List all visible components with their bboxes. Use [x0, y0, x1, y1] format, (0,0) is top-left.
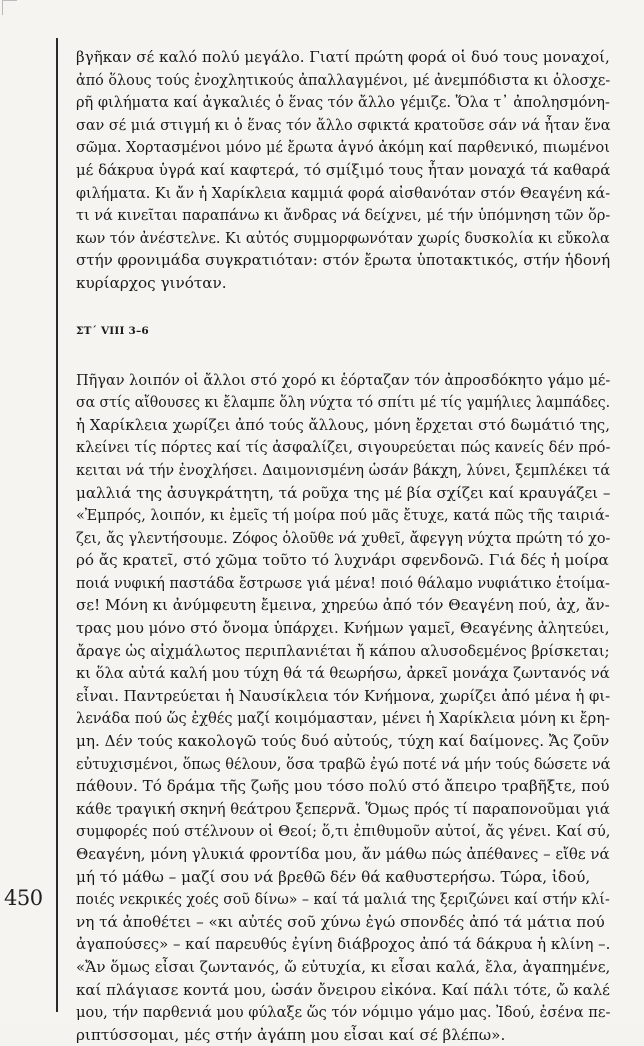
text-line: σα στίς αἴθουσες κι ἔλαμπε ὅλη νύχτα τό σπίτι μέ τίς γαμήλιες λαμπάδες. — [76, 393, 611, 412]
text-line: ζει, ἄς γλεντήσουμε. Ζόφος ὁλοῦθε νά χυθεῖ, ἄφεγγη νύχτα πρώτη τό χο- — [76, 528, 611, 547]
text-line: μή τό μάθω – μαζί σου νά βρεθῶ δέν θά καθυστερήσω. Τώρα, ἰδού, — [76, 867, 591, 886]
text-line: εὐτυχισμένοι, ὅπως θέλουν, ὅσα τραβῶ ἐγώ ποτέ νά μήν τούς δώσετε νά — [76, 754, 611, 773]
paragraph-upper — [76, 46, 610, 295]
text-line: ἡ Χαρίκλεια χωρίζει ἀπό τούς ἄλλους, μόνη ἔρχεται στό δωμάτιό της, — [76, 415, 610, 434]
margin-rule — [56, 38, 58, 1012]
text-line: μη. Δέν τούς κακολογῶ τούς δυό αὐτούς, τύχη καί δαίμονες. Ἄς ζοῦν — [76, 732, 610, 751]
text-line: ἄραγε ὡς αἰχμάλωτος περιπλανιέται ἤ κάπου αλυσοδεμένος βρίσκεται; — [76, 641, 610, 660]
text-line: ριπτύσσομαι, μές στήν ἀγάπη μου εἶσαι καί σέ βλέπω». — [76, 1025, 506, 1044]
text-line: σε! Μόνη κι ἀνύμφευτη ἔμεινα, χηρεύω ἀπό τόν Θεαγένη πού, ἀχ, ἄν- — [76, 596, 610, 615]
paragraph-lower — [76, 369, 610, 1046]
text-line: τρας μου μόνο στό ὄνομα ὑπάρχει. Κνήμων γαμεῖ, Θεαγένης ἀλητεύει, — [76, 619, 610, 638]
text-line: συμφορές πού στέλνουν οἱ Θεοί; ὅ,τι ἐπιθυμοῦν αὐτοί, ἄς γένει. Καί σύ, — [76, 822, 611, 841]
page-number: 450 — [4, 886, 43, 910]
text-line: σῶμα. Χορτασμένοι μόνο μέ ἔρωτα ἁγνό ἀκόμη καί παρθενικό, πιωμένοι — [76, 138, 610, 157]
text-line: βγῆκαν σέ καλό πολύ μεγάλο. Γιατί πρώτη φορά οἱ δυό τους μοναχοί, — [76, 48, 610, 66]
text-line: ἀπό ὅλους τούς ἐνοχλητικούς ἀπαλλαγμένοι, μέ ἀνεμπόδιστα κι ὁλοσχε- — [76, 70, 611, 89]
text-line: πάθουν. Τό δράμα τῆς ζωῆς μου τόσο πολύ στό ἄπειρο τραβῆξτε, πού — [76, 777, 610, 796]
text-line: κι ὅλα αὐτά καλή μου τύχη θά τά θεωρήσω, ἀρκεῖ μονάχα ζωντανός νά — [76, 664, 610, 683]
text-line: ποιά νυφική παστάδα ἔστρωσε γιά μένα! ποιό θάλαμο νυφιάτικο ἑτοίμα- — [76, 573, 610, 592]
text-line: μαλλιά της ἀσυγκράτητη, τά ροῦχα της μέ βία σχίζει καί κραυγάζει – — [76, 483, 611, 502]
text-line: κων τόν ἀνέστελνε. Κι αὐτός συμμορφωνόταν χωρίς δυσκολία κι εὔκολα — [76, 228, 610, 247]
section-heading: ΣΤ΄ VIII 3–6 — [76, 324, 149, 337]
text-line: καί πλάγιασε κοντά μου, ὡσάν ὄνειρου εἰκόνα. Καί πάλι τότε, ὤ καλέ — [76, 980, 610, 999]
text-line: νη τά ἀποθέτει – «κι αὐτές σοῦ χύνω ἐγώ σπονδές ἀπό τά μάτια πού — [76, 912, 605, 931]
text-line: «Ἄν ὅμως εἶσαι ζωντανός, ὤ εὐτυχία, κι εἶσαι καλά, ἔλα, ἀγαπημένε, — [76, 957, 611, 976]
page-content — [76, 46, 610, 1046]
text-line: Πῆγαν λοιπόν οἱ ἄλλοι στό χορό κι ἑόρταζαν τόν ἀπροσδόκητο γάμο μέ- — [76, 370, 611, 389]
text-line: ρῆ φιλήματα καί ἀγκαλιές ὁ ἕνας τόν ἄλλο γέμιζε. Ὅλα τ᾽ ἀπολησμόνη- — [76, 93, 610, 112]
text-line: στήν φρονιμάδα συγκρατιόταν: στόν ἔρωτα ὑποτακτικός, στήν ἡδονή — [76, 251, 611, 270]
text-line: κλείνει τίς πόρτες καί τίς ἀσφαλίζει, σιγουρεύεται πώς κανείς δέν πρό- — [76, 438, 611, 457]
text-line: εἶναι. Παντρεύεται ἡ Ναυσίκλεια τόν Κνήμονα, χωρίζει ἀπό μένα ἡ φι- — [76, 686, 611, 705]
text-line: κειται νά τήν ἐνοχλήσει. Δαιμονισμένη ὡσάν βάκχη, λύνει, ξεμπλέκει τά — [76, 460, 611, 479]
text-line: φιλήματα. Κι ἄν ἡ Χαρίκλεια καμμιά φορά αἰσθανόταν στόν Θεαγένη κά- — [76, 183, 611, 202]
text-line: μέ δάκρυα ὑγρά καί καφτερά, τό σμίξιμό τους ἦταν μοναχά τά καθαρά — [76, 160, 611, 179]
text-line: Θεαγένη, μόνη γλυκιά φροντίδα μου, ἄν μάθω πώς ἀπέθανες – εἴθε νά — [76, 845, 610, 863]
text-line: τι νά κινεῖται παραπάνω κι ἄνδρας νά δείχνει, μέ τήν ὑπόμνηση τῶν ὅρ- — [76, 206, 611, 225]
text-line: ρό ἄς κρατεῖ, στό χῶμα τοῦτο τό λυχνάρι σφενδονῶ. Γιά δές ἡ μοίρα — [76, 551, 609, 570]
text-line: μου, τήν παρθενιά μου φύλαξε ὥς τόν νόμιμο γάμο μας. Ἰδού, ἐσένα πε- — [76, 1003, 611, 1022]
text-line: «Ἐμπρός, λοιπόν, κι ἐμεῖς τή μοίρα πού μᾶς ἔτυχε, κατά πῶς τῆς ταιριά- — [76, 506, 610, 525]
text-line: κυρίαρχος γινόταν. — [76, 273, 227, 292]
text-line: λενάδα πού ὥς ἐχθές μαζί κοιμόμασταν, μένει ἡ Χαρίκλεια μόνη κι ἔρη- — [76, 709, 610, 728]
text-line: κάθε τραγική σκηνή θεάτρου ξεπερνᾶ. Ὅμως πρός τί παραπονοῦμαι γιά — [76, 799, 610, 818]
text-line: ποιές νεκρικές χοές σοῦ δίνω» – καί τά μαλιά της ξεριζώνει καί στήν κλί- — [76, 890, 610, 909]
text-line: σαν σέ μιά στιγμή κι ὁ ἕνας τόν ἄλλο σφικτά κρατοῦσε σάν νά ἦταν ἕνα — [76, 115, 611, 134]
scan-corner-mark — [2, 0, 17, 15]
text-line: ἀγαπούσες» – καί παρευθύς ἐγίνη διάβροχος ἀπό τά δάκρυα ἡ κλίνη –. — [76, 935, 611, 954]
